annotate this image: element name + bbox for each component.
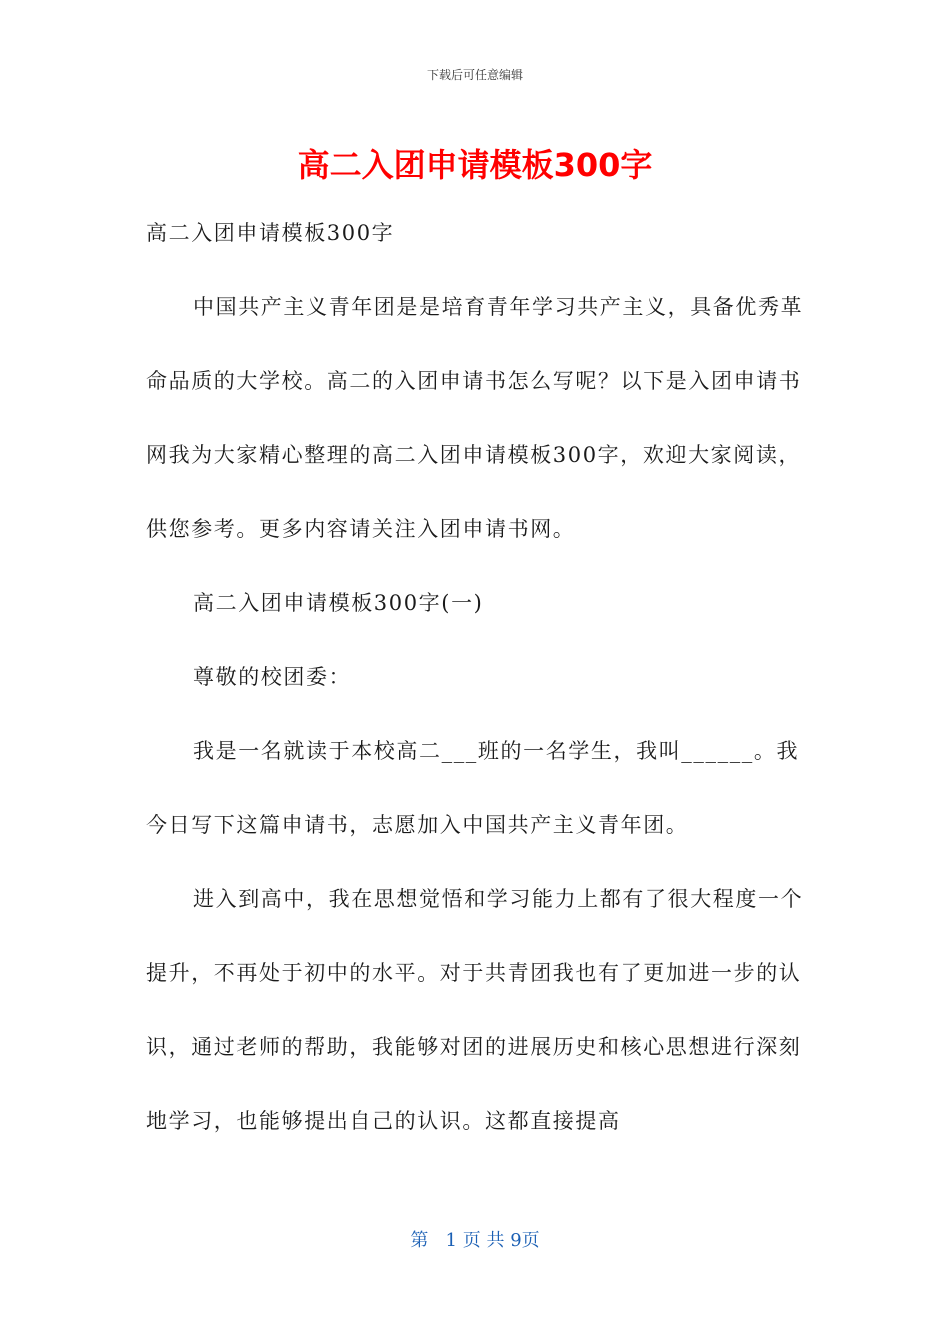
footer-page-current: 1 <box>445 1230 457 1251</box>
paragraph-salutation: 尊敬的校团委： <box>193 665 352 689</box>
footer-page-label: 第 <box>410 1230 429 1251</box>
document-body <box>146 196 806 1158</box>
paragraph-section-heading: 高二入团申请模板300字(一) <box>193 591 484 615</box>
paragraph-self-intro: 我是一名就读于本校高二___班的一名学生，我叫______。我今日写下这篇申请书，志愿加入中国共产主义青年团。 <box>146 739 800 837</box>
footer-page-total: 9页 <box>510 1230 540 1251</box>
paragraph-intro: 中国共产主义青年团是是培育青年学习共产主义，具备优秀革命品质的大学校。高二的入团申请书怎么写呢？以下是入团申请书网我为大家精心整理的高二入团申请模板300字，欢迎大家阅读，供您参考。更多内容请关注入团申请书网。 <box>146 295 804 541</box>
footer-total-label: 共 <box>486 1230 505 1251</box>
document-title: 高二入团申请模板300字 <box>297 146 653 184</box>
document-subtitle: 高二入团申请模板300字 <box>146 221 395 245</box>
page-footer <box>0 1226 950 1252</box>
header-note: 下载后可任意编辑 <box>426 68 523 82</box>
footer-page-unit: 页 <box>462 1230 481 1251</box>
paragraph-body: 进入到高中，我在思想觉悟和学习能力上都有了很大程度一个提升，不再处于初中的水平。对于共青团我也有了更加进一步的认识，通过老师的帮助，我能够对团的进展历史和核心思想进行深刻地学习，也能够提出自己的认识。这都直接提高 <box>146 887 804 1133</box>
